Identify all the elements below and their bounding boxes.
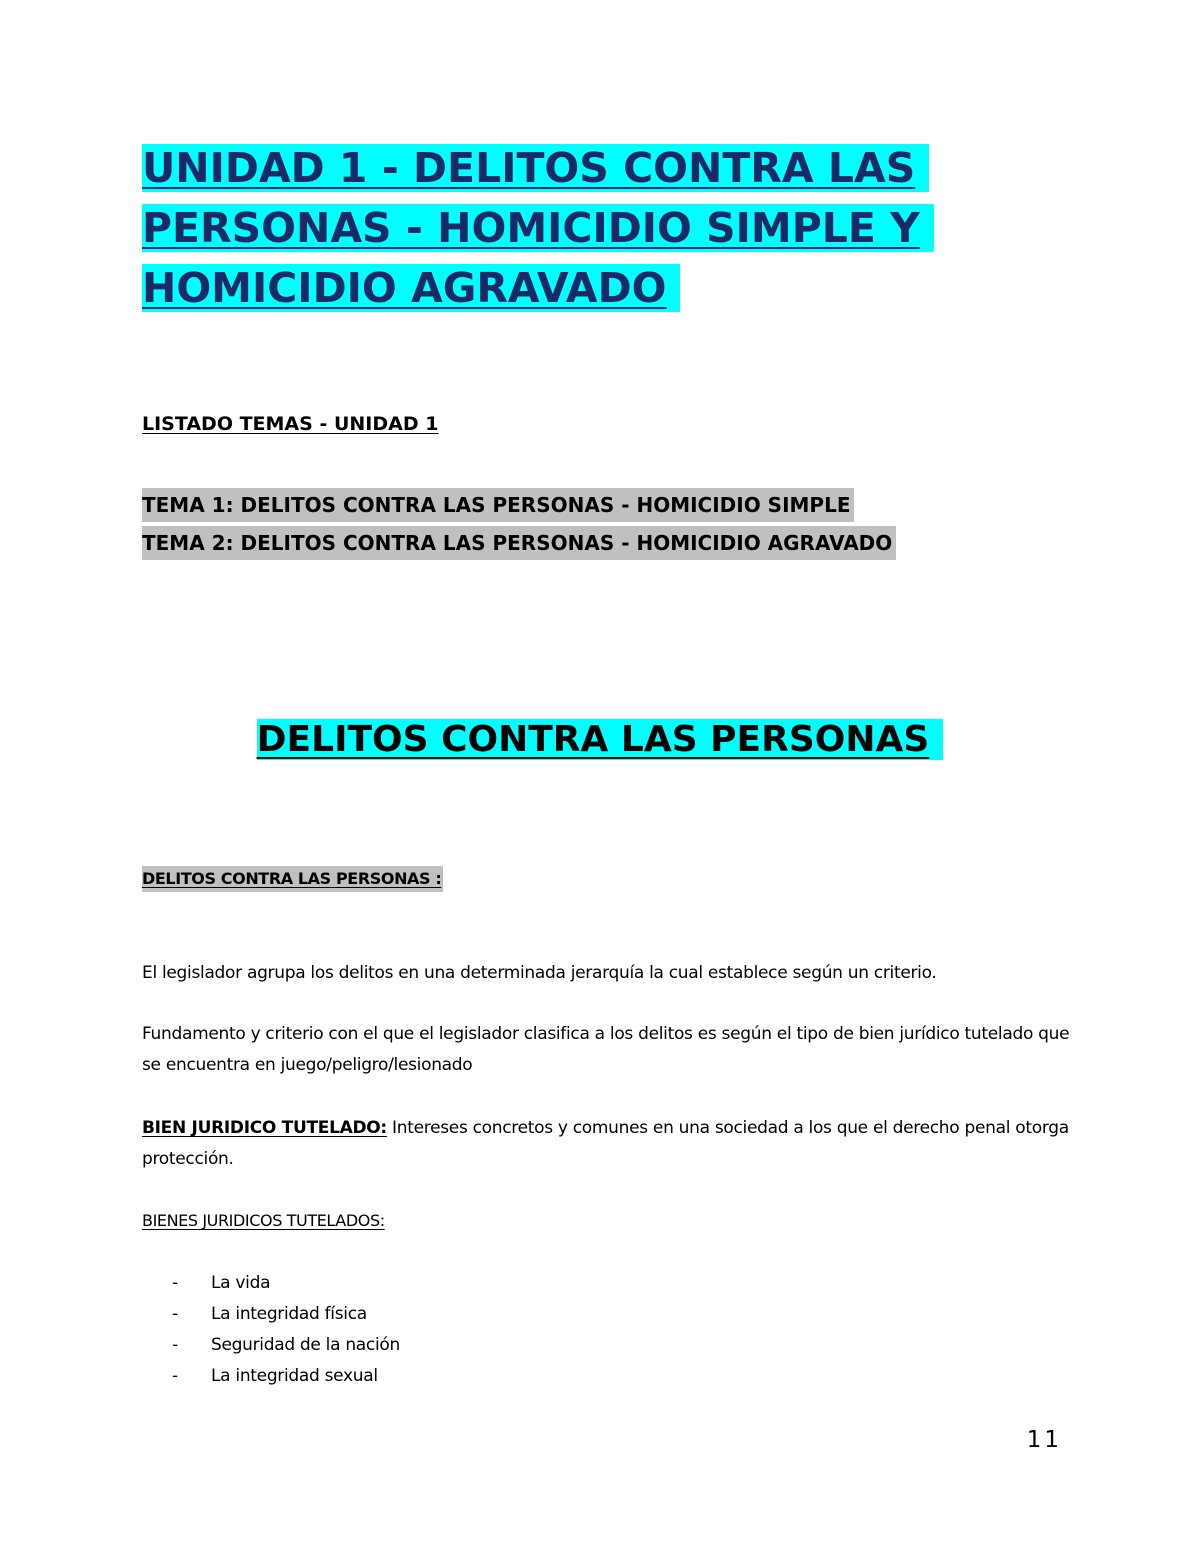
section-sub-heading: DELITOS CONTRA LAS PERSONAS : (142, 866, 443, 892)
bullet-dash: - (172, 1304, 178, 1324)
topic-item-2: TEMA 2: DELITOS CONTRA LAS PERSONAS - HOMICIDIO AGRAVADO (142, 524, 896, 562)
title-line-3: HOMICIDIO AGRAVADO (142, 258, 1042, 318)
topic-item-1: TEMA 1: DELITOS CONTRA LAS PERSONAS - HOMICIDIO SIMPLE (142, 486, 896, 524)
topics-list-heading: LISTADO TEMAS - UNIDAD 1 (142, 413, 439, 435)
list-item: - Seguridad de la nación (172, 1330, 400, 1361)
list-item: - La integridad física (172, 1299, 400, 1330)
list-item: - La vida (172, 1268, 400, 1299)
bien-juridico-label: BIEN JURIDICO TUTELADO: (142, 1118, 387, 1138)
bullet-dash: - (172, 1273, 178, 1293)
bien-juridico-definition: Intereses concretos y comunes en una sociedad a los que el derecho penal otorga protección. (142, 1118, 1069, 1169)
bullet-dash: - (172, 1366, 178, 1386)
paragraph-bien-juridico (142, 1113, 1072, 1175)
topics-list (142, 486, 896, 562)
document-title (142, 138, 1042, 318)
title-line-1: UNIDAD 1 - DELITOS CONTRA LAS (142, 138, 1042, 198)
paragraph-fundamento-criterio: Fundamento y criterio con el que el legislador clasifica a los delitos es según el tipo de bien jurídico tutelado que se encuentra en juego/peligro/lesionado (142, 1024, 1070, 1075)
goods-list (172, 1268, 400, 1392)
page-number: 11 (1026, 1427, 1062, 1453)
goods-heading: BIENES JURIDICOS TUTELADOS: (142, 1211, 385, 1230)
paragraph-legislador-jerarquia: El legislador agrupa los delitos en una determinada jerarquía la cual establece según un criterio. (142, 963, 937, 983)
bullet-dash: - (172, 1335, 178, 1355)
section-title: DELITOS CONTRA LAS PERSONAS (0, 712, 1200, 768)
title-line-2: PERSONAS - HOMICIDIO SIMPLE Y (142, 198, 1042, 258)
list-item: - La integridad sexual (172, 1361, 400, 1392)
